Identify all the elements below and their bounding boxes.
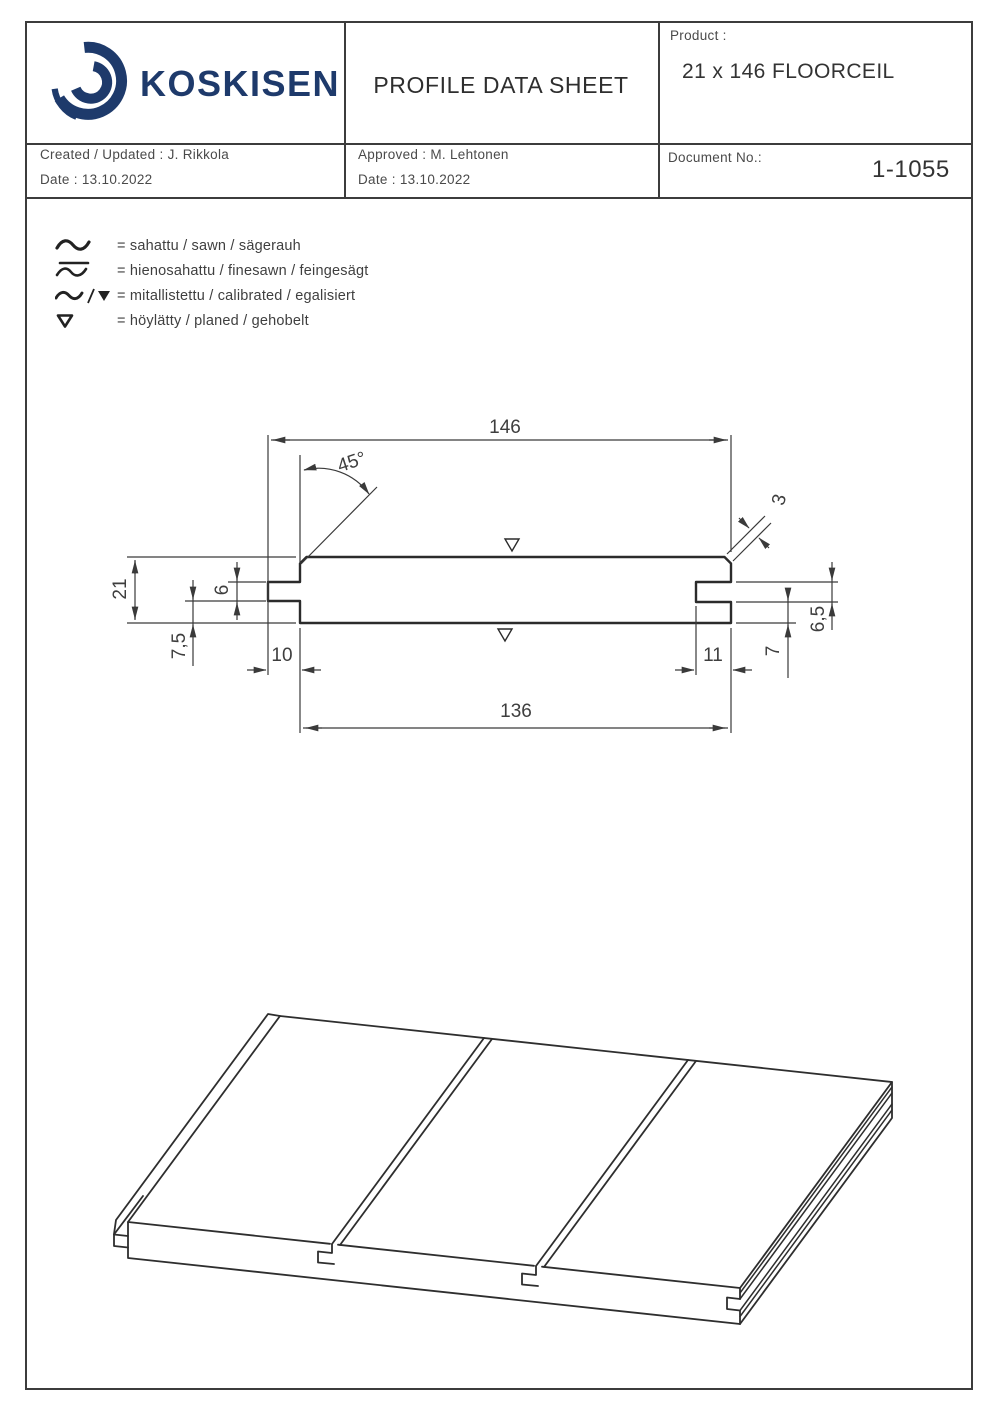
dim-tongue-bottom-ledge: 7,5	[169, 632, 190, 660]
sawn-wave-icon	[55, 237, 117, 254]
legend-row-planed	[55, 308, 475, 333]
document-no-label: Document No.:	[668, 150, 762, 165]
seam-2-step-notch	[522, 1266, 538, 1286]
product-label: Product :	[670, 28, 727, 43]
logo-wordmark: KOSKISEN	[139, 63, 340, 104]
dim-thickness: 21	[110, 578, 131, 600]
dim-overall-width: 146	[489, 417, 521, 438]
dim-tongue-height: 6	[212, 584, 233, 596]
wave-slash-nabla-icon	[55, 286, 117, 305]
legend-label: = mitallistettu / calibrated / egalisiert	[117, 287, 356, 304]
page-title: PROFILE DATA SHEET	[373, 72, 629, 98]
seam-1-step-notch	[318, 1244, 334, 1264]
legend-label: = höylätty / planed / gehobelt	[117, 312, 309, 329]
approved-date: Date : 13.10.2022	[358, 172, 471, 187]
planed-mark-bottom-icon	[498, 629, 512, 641]
legend-row-sawn	[55, 233, 475, 258]
dim-chamfer-width: 3	[768, 492, 792, 508]
header-vdivider-2	[658, 21, 660, 197]
dim-bottom-width: 136	[500, 701, 532, 722]
approved-by: Approved : M. Lehtonen	[358, 147, 509, 162]
dim-tongue-length: 10	[271, 645, 293, 666]
dim-groove-height: 6,5	[808, 605, 829, 633]
nabla-icon	[55, 312, 117, 329]
legend-row-calibrated	[55, 283, 475, 308]
finesawn-wave-icon	[55, 260, 117, 281]
front-groove-notch	[727, 1298, 740, 1311]
profile-outline	[268, 539, 731, 641]
floorboard-isometric-drawing	[40, 980, 960, 1340]
header-divider-2	[25, 197, 973, 199]
surface-finish-legend	[55, 233, 475, 333]
planed-mark-top-icon	[505, 539, 519, 551]
company-logo	[50, 36, 340, 126]
koskisen-logo-icon	[50, 39, 128, 123]
dim-groove-bottom-ledge: 7	[763, 645, 784, 657]
profile-cross-section-drawing	[90, 415, 870, 745]
document-no-value: 1-1055	[872, 156, 950, 183]
header-vdivider-1	[344, 21, 346, 197]
product-value: 21 x 146 FLOORCEIL	[682, 60, 895, 83]
header-divider-1	[25, 143, 973, 145]
front-tongue-notch	[114, 1235, 128, 1248]
legend-row-finesawn	[55, 258, 475, 283]
legend-label: = hienosahattu / finesawn / feingesägt	[117, 262, 369, 279]
dim-groove-depth: 11	[703, 645, 723, 666]
created-date: Date : 13.10.2022	[40, 172, 153, 187]
legend-label: = sahattu / sawn / sägerauh	[117, 237, 301, 254]
created-by: Created / Updated : J. Rikkola	[40, 147, 230, 162]
dim-chamfer-angle: 45°	[334, 448, 369, 477]
